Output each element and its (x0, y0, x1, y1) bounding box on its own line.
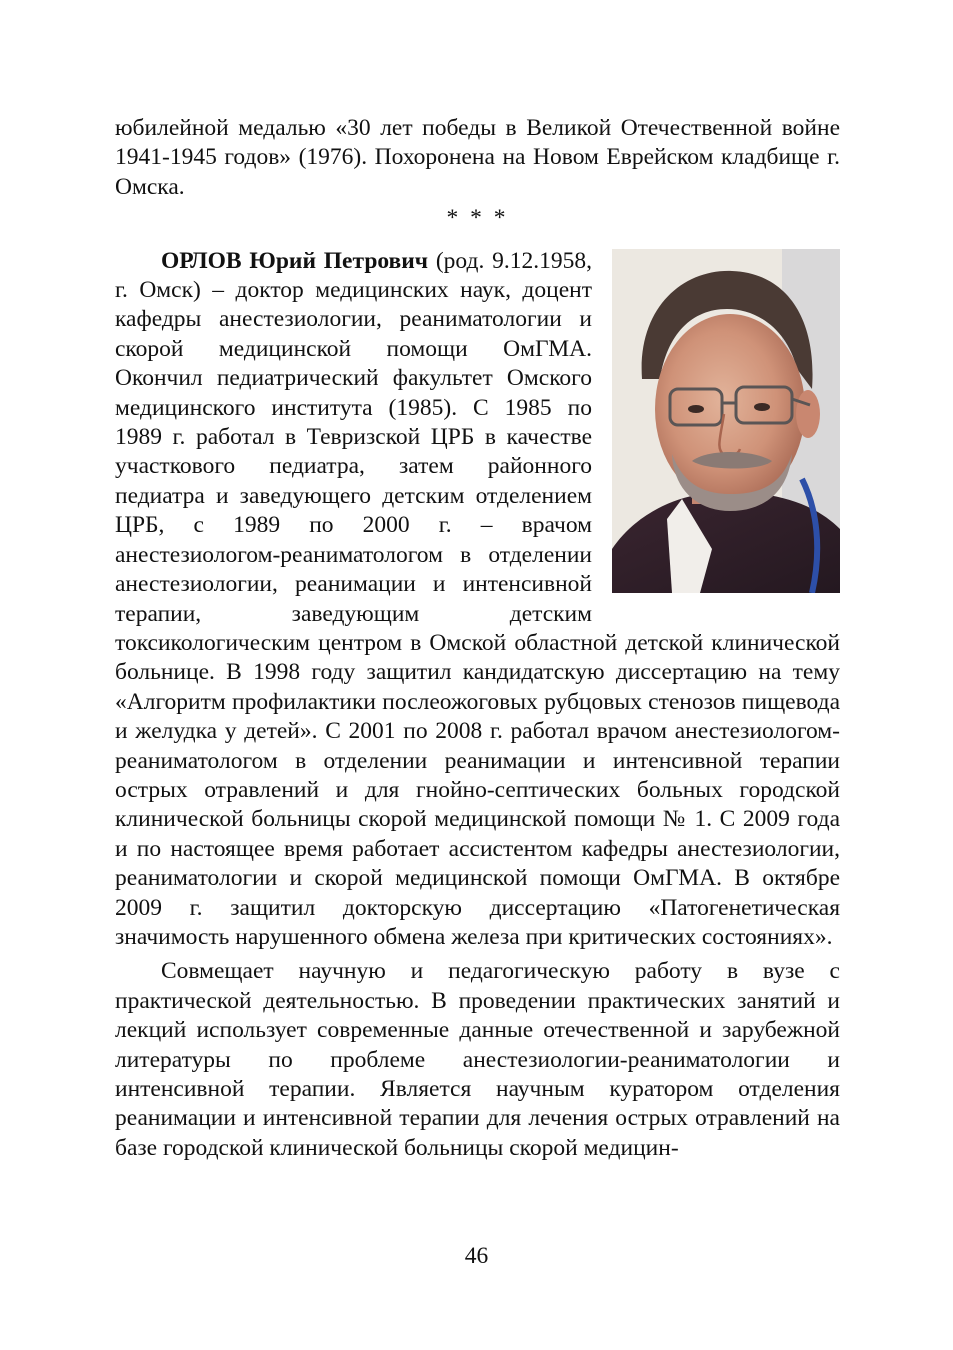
page-number: 46 (464, 1243, 489, 1269)
portrait-photo (612, 249, 840, 593)
intro-paragraph: юбилейной медалью «30 лет победы в Великой Отечественной войне 1941-1945 годов» (1976). Похоронена на Новом Еврейском кладбище г. Омска. (115, 115, 840, 200)
section-separator: * * * (446, 205, 509, 232)
bio-text: (род. 9.12.1958, г. Омск) – доктор медицинских наук, доцент кафедры анестезиологии, реаниматологии и скорой медицинской помощи ОмГМА. Окончил педиатрический факультет Омского медицинского института (1985). С 1985 по 1989 г. работал в Тевризской ЦРБ в качестве участкового педиатра, затем районного педиатра и заведующего детским отделением ЦРБ, с 1989 по 2000 г. – врачом анестезиологом-реаниматологом в отделении анестезиологии, реанимации и интенсивной терапии, заведующим детским токсикологическим центром в Омской областной детской клинической больнице. В 1998 году защитил кандидатскую диссертацию на тему «Алгоритм профилактики послеожоговых рубцовых стенозов пищевода и желудка у детей». С 2001 по 2008 г. работал врачом анестезиологом-реаниматологом в отделении реанимации и интенсивной терапии острых отравлений и для гнойно-септических больных городской клинической больницы скорой медицинской помощи № 1. С 2009 года и по настоящее время работает ассистентом кафедры анестезиологии, реаниматологии и скорой медицинской помощи ОмГМА. В октябре 2009 г. защитил докторскую диссертацию «Патогенетическая значимость нарушенного обмена железа при критических состояниях». (115, 247, 840, 950)
paragraph-2: Совмещает научную и педагогическую работу в вузе с практической деятельностью. В проведении практических занятий и лекций использует современные данные отечественной и зарубежной литературы по проблеме анестезиологии-реаниматологии и интенсивной терапии. Является научным куратором отделения реанимации и интенсивной терапии для лечения острых отравлений на базе городской клинической больницы скорой медицин- (115, 958, 840, 1161)
person-name: ОРЛОВ Юрий Петрович (161, 247, 429, 274)
page-body (115, 114, 840, 1163)
